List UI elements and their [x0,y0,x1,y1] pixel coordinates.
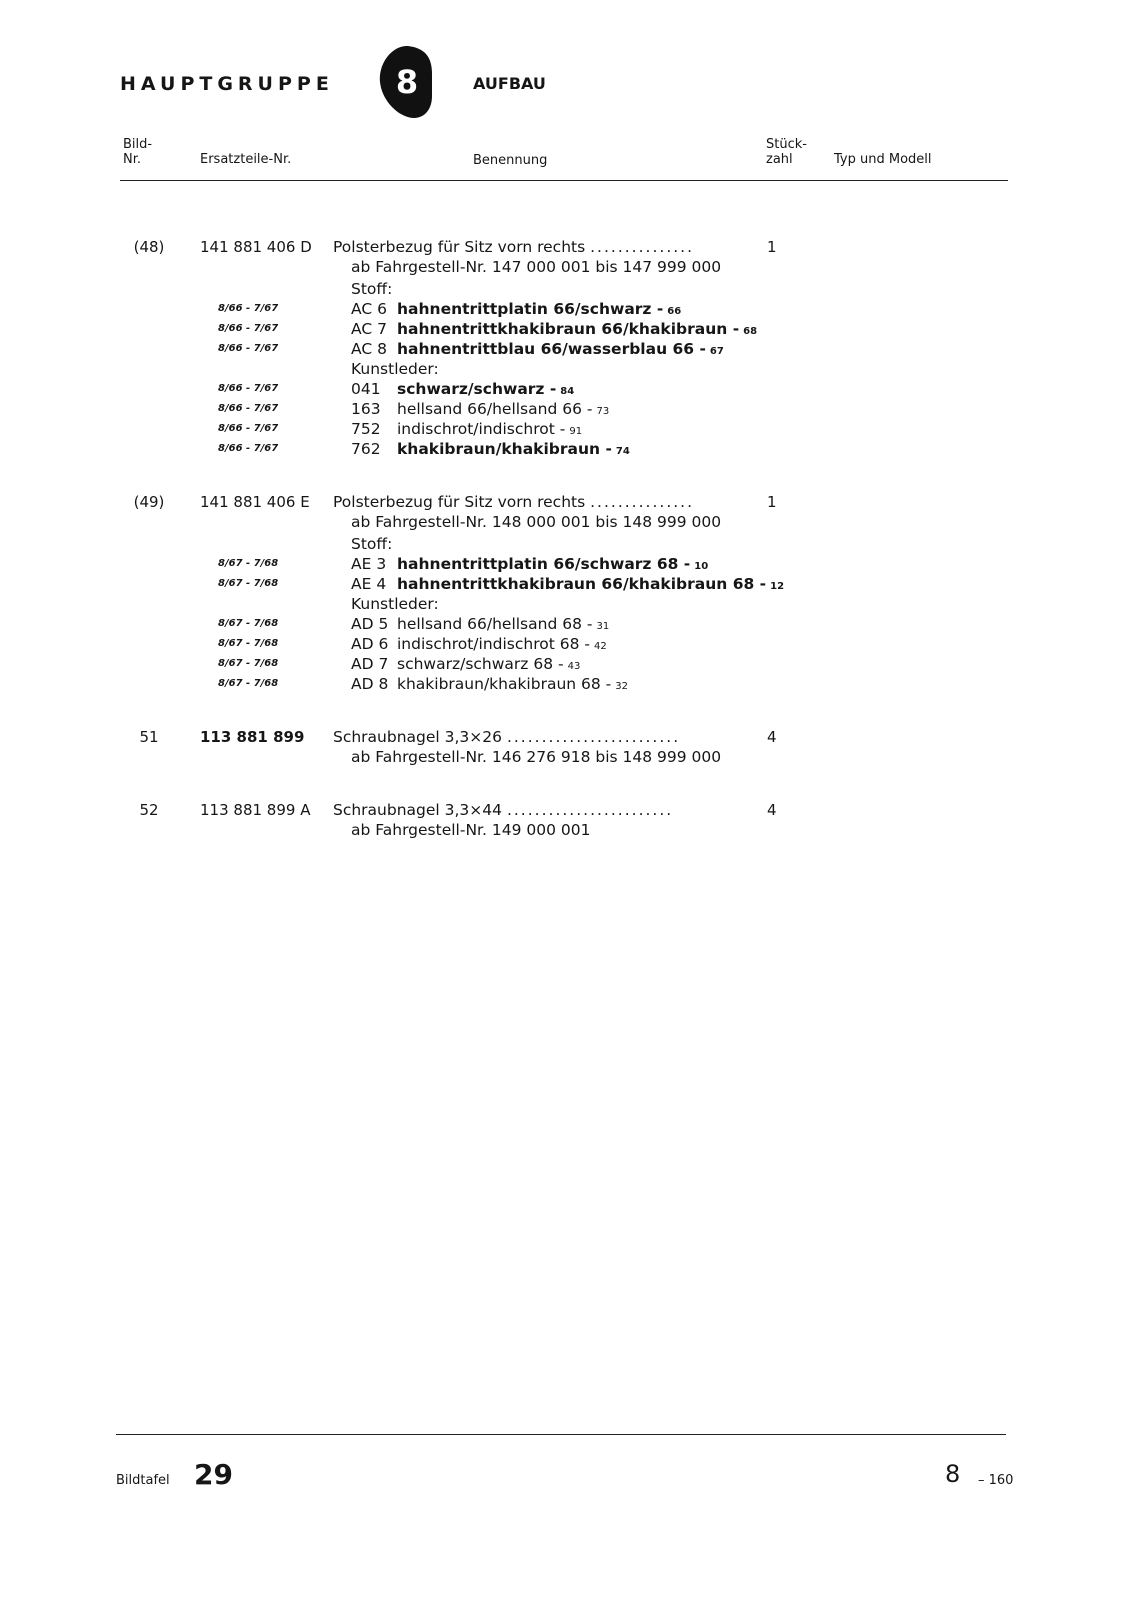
col-qty-line2: zahl [766,152,793,167]
plate-number: 29 [194,1458,233,1491]
variant-desc: hahnentrittkhakibraun 66/khakibraun 68 - 12 [397,575,785,593]
variant-date: 8/66 - 7/67 [218,343,279,354]
page-number-main: 8 [945,1460,961,1488]
variant-date: 8/66 - 7/67 [218,383,279,394]
group-name: AUFBAU [473,74,546,93]
col-name: Benennung [473,153,548,168]
variant-date: 8/67 - 7/68 [218,578,279,589]
col-bild-line2: Nr. [123,152,142,167]
variant-code: 163 [351,400,381,418]
variant-desc: indischrot/indischrot 68 - 42 [397,635,607,653]
entry-bild-nr: (49) [133,493,165,511]
variant-code: AD 8 [351,675,389,693]
variant-code: AD 7 [351,655,389,673]
variant-date: 8/67 - 7/68 [218,558,279,569]
variant-code: AD 6 [351,635,389,653]
variant-row [0,320,760,340]
group-badge-icon [378,44,434,120]
variant-date: 8/66 - 7/67 [218,443,279,454]
entry-qty: 4 [767,801,777,819]
entry-bild-nr: 52 [139,801,159,819]
entry-qty: 1 [767,493,777,511]
variant-desc: hahnentrittblau 66/wasserblau 66 - 67 [397,340,724,358]
col-bild [123,137,152,167]
entry-part-nr: 113 881 899 [200,728,305,746]
variant-row [0,420,760,440]
variant-code: AD 5 [351,615,389,633]
entry-chassis: ab Fahrgestell-Nr. 149 000 001 [351,821,591,839]
entry-part-nr: 113 881 899 A [200,801,311,819]
entry-qty: 1 [767,238,777,256]
entry-chassis: ab Fahrgestell-Nr. 148 000 001 bis 148 999 000 [351,513,722,531]
col-bild-line1: Bild- [123,137,153,152]
entry-qty: 4 [767,728,777,746]
col-type: Typ und Modell [834,152,932,167]
entry-part-nr: 141 881 406 D [200,238,312,256]
group-label: Kunstleder: [351,595,439,613]
col-part: Ersatzteile-Nr. [200,152,292,167]
variant-date: 8/66 - 7/67 [218,403,279,414]
group-number: 8 [395,63,419,101]
group-label: Stoff: [351,535,393,553]
entry-title: Schraubnagel 3,3×44 ........................ [333,801,674,819]
page-number-sub: – 160 [978,1473,1014,1488]
variant-code: AC 7 [351,320,387,338]
variant-desc: hahnentrittplatin 66/schwarz 68 - 10 [397,555,709,573]
variant-date: 8/66 - 7/67 [218,323,279,334]
variant-desc: hahnentrittkhakibraun 66/khakibraun - 68 [397,320,758,338]
variant-code: 041 [351,380,381,398]
variant-row [0,635,760,655]
header-rule [120,180,1008,181]
variant-row [0,655,760,675]
entry-title: Polsterbezug für Sitz vorn rechts ............... [333,493,695,511]
entry-title-text: Schraubnagel 3,3×44 [333,801,503,819]
plate-label: Bildtafel [116,1473,170,1488]
entry-bild-nr: (48) [133,238,165,256]
variant-code: AE 4 [351,575,387,593]
variant-date: 8/67 - 7/68 [218,638,279,649]
entry-title: Schraubnagel 3,3×26 ......................... [333,728,681,746]
entry-chassis: ab Fahrgestell-Nr. 146 276 918 bis 148 999 000 [351,748,722,766]
variant-desc: indischrot/indischrot - 91 [397,420,583,438]
variant-code: AC 8 [351,340,387,358]
variant-desc: schwarz/schwarz - 84 [397,380,575,398]
variant-row [0,300,760,320]
variant-desc: schwarz/schwarz 68 - 43 [397,655,581,673]
group-number-badge [378,44,434,120]
variant-row [0,555,760,575]
footer-rule [116,1434,1006,1435]
variant-desc: hellsand 66/hellsand 66 - 73 [397,400,610,418]
variant-code: AC 6 [351,300,387,318]
variant-code: 762 [351,440,381,458]
entry-chassis: ab Fahrgestell-Nr. 147 000 001 bis 147 999 000 [351,258,722,276]
entry-part-nr: 141 881 406 E [200,493,310,511]
variant-date: 8/67 - 7/68 [218,618,279,629]
group-label: Stoff: [351,280,393,298]
variant-date: 8/67 - 7/68 [218,658,279,669]
hauptgruppe-label: HAUPTGRUPPE [120,73,334,95]
group-label: Kunstleder: [351,360,439,378]
variant-row [0,675,760,695]
variant-date: 8/66 - 7/67 [218,303,279,314]
entry-title-text: Polsterbezug für Sitz vorn rechts [333,493,586,511]
variant-row [0,440,760,460]
variant-desc: khakibraun/khakibraun - 74 [397,440,630,458]
entry-title-text: Schraubnagel 3,3×26 [333,728,503,746]
variant-code: AE 3 [351,555,387,573]
entry-bild-nr: 51 [139,728,159,746]
entry-title-text: Polsterbezug für Sitz vorn rechts [333,238,586,256]
variant-code: 752 [351,420,381,438]
entry-title: Polsterbezug für Sitz vorn rechts ............... [333,238,695,256]
variant-desc: hahnentrittplatin 66/schwarz - 66 [397,300,682,318]
variant-row [0,400,760,420]
variant-row [0,340,760,360]
variant-row [0,615,760,635]
variant-row [0,380,760,400]
variant-date: 8/67 - 7/68 [218,678,279,689]
variant-date: 8/66 - 7/67 [218,423,279,434]
col-qty-line1: Stück- [766,137,807,152]
variant-row [0,575,785,595]
col-qty [766,137,807,167]
variant-desc: khakibraun/khakibraun 68 - 32 [397,675,629,693]
variant-desc: hellsand 66/hellsand 68 - 31 [397,615,610,633]
